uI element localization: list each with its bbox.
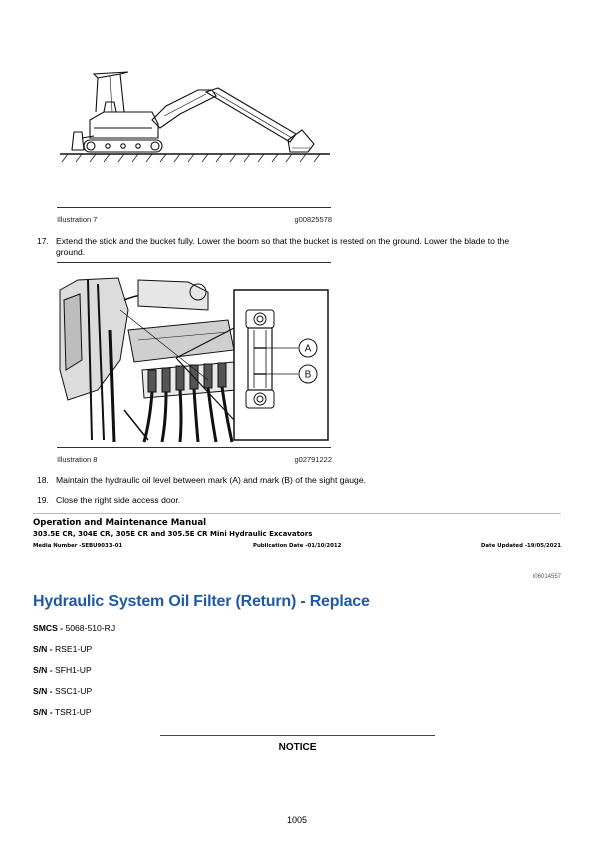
footer-top-rule xyxy=(33,513,561,514)
step-18 xyxy=(37,475,557,487)
serial-label: S/N - xyxy=(33,707,53,717)
serial-field-4 xyxy=(33,707,92,717)
manual-models: 303.5E CR, 304E CR, 305E CR and 305.5E CR Mini Hydraulic Excavators xyxy=(33,530,313,538)
step-19 xyxy=(37,495,557,507)
date-updated: Date Updated -19/05/2021 xyxy=(480,543,561,549)
media-number: Media Number -SEBU9033-01 xyxy=(33,543,123,549)
illustration-7-code: g00825578 xyxy=(294,215,332,224)
serial-value: SSC1-UP xyxy=(54,686,93,696)
illustration-8-sight-gauge xyxy=(58,270,330,444)
publication-date: Publication Date -01/10/2012 xyxy=(253,543,342,549)
illustration-8-rule xyxy=(57,447,331,448)
serial-field-2 xyxy=(33,665,92,675)
illustration-7-label: Illustration 7 xyxy=(57,215,98,224)
smcs-value: 5068-510-RJ xyxy=(65,623,116,633)
step-18-number: 18. xyxy=(37,475,49,485)
serial-value: RSE1-UP xyxy=(54,644,93,654)
serial-value: TSR1-UP xyxy=(54,707,92,717)
step-19-number: 19. xyxy=(37,495,49,505)
serial-label: S/N - xyxy=(33,686,53,696)
notice-heading: NOTICE xyxy=(278,742,317,753)
smcs-field xyxy=(33,623,115,633)
step-19-text: Close the right side access door. xyxy=(56,495,181,505)
manual-title: Operation and Maintenance Manual xyxy=(33,518,207,528)
notice-rule xyxy=(160,735,435,736)
serial-label: S/N - xyxy=(33,644,53,654)
step-17 xyxy=(37,236,557,260)
illustration-7-excavator xyxy=(60,62,332,174)
smcs-label: SMCS - xyxy=(33,623,64,633)
serial-label: S/N - xyxy=(33,665,53,675)
callout-a-label: A xyxy=(304,343,312,355)
document-id: i06014557 xyxy=(532,574,561,580)
illustration-8-code: g02791222 xyxy=(294,455,332,464)
step-18-text: Maintain the hydraulic oil level between mark (A) and mark (B) of the sight gauge. xyxy=(56,475,367,485)
illustration-7-rule xyxy=(57,207,331,208)
serial-field-3 xyxy=(33,686,92,696)
illustration-8-label: Illustration 8 xyxy=(57,455,98,464)
illustration-8-top-rule xyxy=(57,262,331,263)
serial-value: SFH1-UP xyxy=(54,665,92,675)
serial-field-1 xyxy=(33,644,92,654)
page-number: 1005 xyxy=(286,815,308,825)
section-title: Hydraulic System Oil Filter (Return) - Replace xyxy=(33,593,370,610)
step-17-text-line1: Extend the stick and the bucket fully. Lower the boom so that the bucket is rested on the ground. Lower the blade to the xyxy=(56,236,510,246)
step-17-text-line2: ground. xyxy=(56,247,86,257)
step-17-number: 17. xyxy=(37,236,49,246)
callout-b-label: B xyxy=(304,369,312,381)
